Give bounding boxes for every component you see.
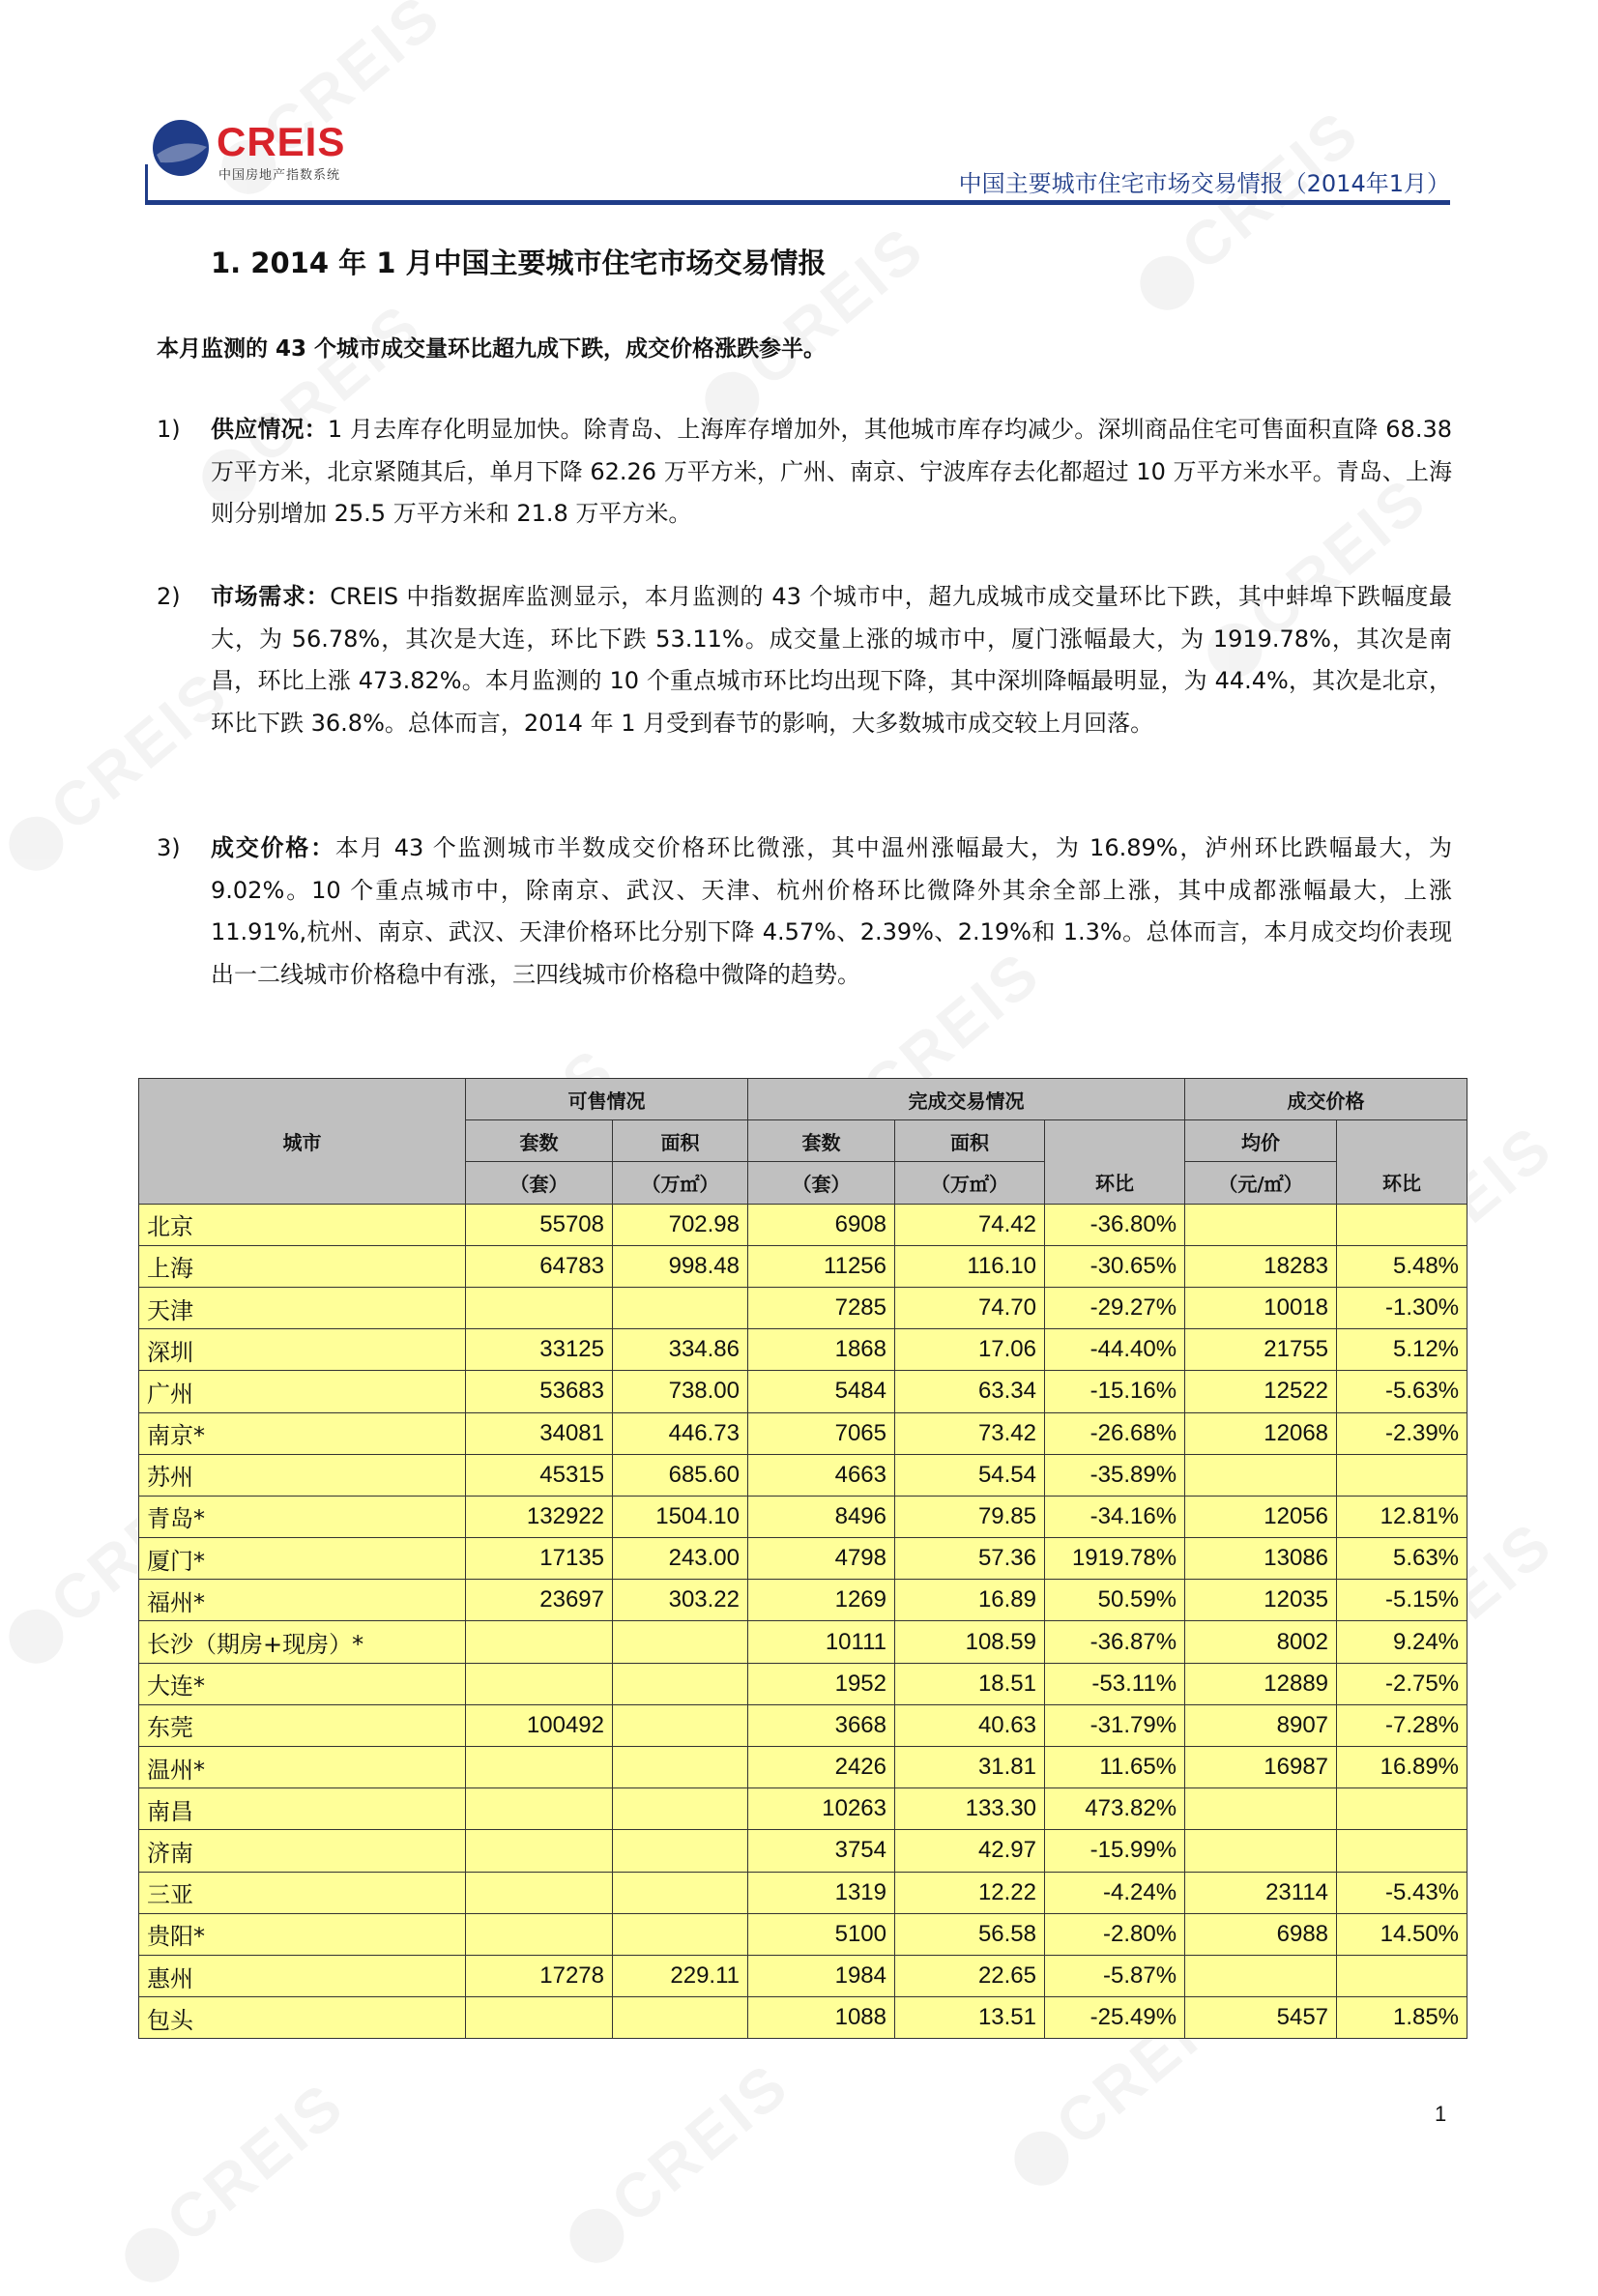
cell-deal-area: 12.22 — [895, 1872, 1045, 1913]
cell-deal-ratio: -30.65% — [1045, 1245, 1185, 1287]
cell-deal-units: 1269 — [748, 1580, 895, 1621]
cell-city: 惠州 — [139, 1955, 466, 1996]
cell-avg-price — [1185, 1830, 1337, 1872]
cell-avg-price — [1185, 1788, 1337, 1830]
cell-deal-units: 1952 — [748, 1663, 895, 1704]
cell-deal-ratio: -26.68% — [1045, 1412, 1185, 1454]
cell-deal-ratio: -29.27% — [1045, 1287, 1185, 1328]
cell-deal-units: 11256 — [748, 1245, 895, 1287]
header-supply-units-unit: （套） — [466, 1162, 613, 1204]
cell-city: 天津 — [139, 1287, 466, 1328]
item-text: 本月 43 个监测城市半数成交价格环比微涨，其中温州涨幅最大，为 16.89%，泸州环比跌幅最大，为 9.02%。10 个重点城市中，除南京、武汉、天津、杭州价格环比微降外其余全部上涨，其中成都涨幅最大，上涨 11.91%,杭州、南京、武汉、天津价格环比分别下降 4.57%、2.39%、2.19%和 1.3%。总体而言，本月成交均价表现出一二线城市价格稳中有涨，三四线城市价格稳中微降的趋势。 — [211, 834, 1453, 988]
cell-deal-units: 10111 — [748, 1621, 895, 1663]
header-price-group: 成交价格 — [1185, 1079, 1467, 1120]
cell-avg-price: 12056 — [1185, 1496, 1337, 1537]
cell-deal-ratio: -36.87% — [1045, 1621, 1185, 1663]
cell-supply-area: 446.73 — [613, 1412, 748, 1454]
cell-deal-ratio: -15.99% — [1045, 1830, 1185, 1872]
cell-supply-units — [466, 1287, 613, 1328]
cell-price-ratio: 16.89% — [1337, 1747, 1467, 1788]
cell-supply-area — [613, 1704, 748, 1746]
cell-deal-units: 7065 — [748, 1412, 895, 1454]
cell-city: 东莞 — [139, 1704, 466, 1746]
cell-deal-units: 4663 — [748, 1454, 895, 1496]
cell-deal-area: 133.30 — [895, 1788, 1045, 1830]
cell-supply-units: 23697 — [466, 1580, 613, 1621]
cell-supply-area — [613, 1788, 748, 1830]
cell-deal-area: 63.34 — [895, 1371, 1045, 1412]
cell-supply-area: 998.48 — [613, 1245, 748, 1287]
table-row — [139, 1913, 1467, 1955]
cell-deal-ratio: -15.16% — [1045, 1371, 1185, 1412]
cell-deal-ratio: 473.82% — [1045, 1788, 1185, 1830]
cell-deal-ratio: -53.11% — [1045, 1663, 1185, 1704]
header-deal-units-unit: （套） — [748, 1162, 895, 1204]
cell-deal-ratio: -5.87% — [1045, 1955, 1185, 1996]
cell-deal-ratio: -44.40% — [1045, 1329, 1185, 1371]
cell-deal-ratio: -25.49% — [1045, 1997, 1185, 2039]
cell-supply-area: 334.86 — [613, 1329, 748, 1371]
cell-supply-area: 702.98 — [613, 1204, 748, 1245]
cell-price-ratio: -1.30% — [1337, 1287, 1467, 1328]
paragraph-demand — [157, 576, 1452, 744]
cell-deal-area: 57.36 — [895, 1538, 1045, 1580]
table-row — [139, 1412, 1467, 1454]
table-row — [139, 1704, 1467, 1746]
table-row — [139, 1538, 1467, 1580]
cell-avg-price: 12889 — [1185, 1663, 1337, 1704]
cell-city: 南昌 — [139, 1788, 466, 1830]
table-row — [139, 1580, 1467, 1621]
cell-deal-units: 8496 — [748, 1496, 895, 1537]
cell-price-ratio — [1337, 1830, 1467, 1872]
header-avg-price-unit: （元/㎡） — [1185, 1162, 1337, 1204]
cell-supply-area: 738.00 — [613, 1371, 748, 1412]
table-row — [139, 1621, 1467, 1663]
cell-supply-units: 53683 — [466, 1371, 613, 1412]
cell-supply-units — [466, 1872, 613, 1913]
cell-city: 包头 — [139, 1997, 466, 2039]
cell-city: 南京* — [139, 1412, 466, 1454]
table-body — [139, 1204, 1467, 2039]
header-deal-group: 完成交易情况 — [748, 1079, 1185, 1120]
cell-deal-area: 108.59 — [895, 1621, 1045, 1663]
cell-deal-area: 116.10 — [895, 1245, 1045, 1287]
cell-supply-area: 685.60 — [613, 1454, 748, 1496]
logo-subtitle: 中国房地产指数系统 — [218, 168, 341, 183]
cell-supply-area — [613, 1872, 748, 1913]
cell-supply-units: 132922 — [466, 1496, 613, 1537]
cell-avg-price — [1185, 1955, 1337, 1996]
table-row — [139, 1454, 1467, 1496]
cell-deal-area: 74.42 — [895, 1204, 1045, 1245]
cell-supply-area: 303.22 — [613, 1580, 748, 1621]
cell-deal-ratio: 11.65% — [1045, 1747, 1185, 1788]
cell-deal-units: 3754 — [748, 1830, 895, 1872]
cell-supply-area — [613, 1287, 748, 1328]
cell-deal-ratio: -35.89% — [1045, 1454, 1185, 1496]
item-number: 2) — [157, 583, 181, 610]
cell-deal-units: 4798 — [748, 1538, 895, 1580]
city-transaction-table — [138, 1078, 1467, 2039]
cell-price-ratio: -2.39% — [1337, 1412, 1467, 1454]
cell-deal-ratio: -4.24% — [1045, 1872, 1185, 1913]
item-text: CREIS 中指数据库监测显示，本月监测的 43 个城市中，超九成城市成交量环比下跌，其中蚌埠下跌幅度最大，为 56.78%，其次是大连，环比下跌 53.11%。成交量上涨的城市中，厦门涨幅最大，为 1919.78%，其次是南昌，环比上涨 473.82%。本月监测的 10 个重点城市环比均出现下降，其中深圳降幅最明显，为 44.4%，其次是北京，环比下跌 36.8%。总体而言，2014 年 1 月受到春节的影响，大多数城市成交较上月回落。 — [211, 583, 1452, 737]
cell-deal-ratio: -36.80% — [1045, 1204, 1185, 1245]
table-row — [139, 1788, 1467, 1830]
header-deal-units: 套数 — [748, 1120, 895, 1162]
cell-city: 青岛* — [139, 1496, 466, 1537]
cell-city: 苏州 — [139, 1454, 466, 1496]
cell-supply-units — [466, 1747, 613, 1788]
header-price-ratio: 环比 — [1337, 1120, 1467, 1204]
cell-supply-units: 55708 — [466, 1204, 613, 1245]
cell-supply-units: 64783 — [466, 1245, 613, 1287]
cell-avg-price: 6988 — [1185, 1913, 1337, 1955]
cell-deal-ratio: 1919.78% — [1045, 1538, 1185, 1580]
cell-deal-ratio: -2.80% — [1045, 1913, 1185, 1955]
cell-supply-area — [613, 1997, 748, 2039]
logo-text: CREIS — [217, 119, 346, 164]
table-row — [139, 1830, 1467, 1872]
cell-avg-price: 13086 — [1185, 1538, 1337, 1580]
cell-price-ratio — [1337, 1454, 1467, 1496]
table-row — [139, 1955, 1467, 1996]
header-supply-area: 面积 — [613, 1120, 748, 1162]
cell-deal-area: 73.42 — [895, 1412, 1045, 1454]
header-supply-group: 可售情况 — [466, 1079, 748, 1120]
table-row — [139, 1747, 1467, 1788]
creis-logo-mark-icon — [151, 118, 211, 178]
cell-price-ratio: 9.24% — [1337, 1621, 1467, 1663]
cell-supply-area — [613, 1621, 748, 1663]
cell-deal-units: 7285 — [748, 1287, 895, 1328]
header-deal-area-unit: （万㎡） — [895, 1162, 1045, 1204]
cell-price-ratio: 12.81% — [1337, 1496, 1467, 1537]
cell-supply-area — [613, 1663, 748, 1704]
table-row — [139, 1872, 1467, 1913]
cell-city: 福州* — [139, 1580, 466, 1621]
watermark — [1120, 96, 1374, 324]
cell-supply-area: 243.00 — [613, 1538, 748, 1580]
cell-supply-units: 34081 — [466, 1412, 613, 1454]
cell-deal-ratio: -31.79% — [1045, 1704, 1185, 1746]
cell-supply-area — [613, 1913, 748, 1955]
header-city: 城市 — [139, 1079, 466, 1205]
cell-supply-area — [613, 1830, 748, 1872]
cell-avg-price: 8907 — [1185, 1704, 1337, 1746]
watermark — [550, 2049, 803, 2277]
cell-avg-price: 12522 — [1185, 1371, 1337, 1412]
cell-deal-area: 18.51 — [895, 1663, 1045, 1704]
cell-city: 北京 — [139, 1204, 466, 1245]
cell-avg-price: 10018 — [1185, 1287, 1337, 1328]
cell-deal-units: 1868 — [748, 1329, 895, 1371]
cell-price-ratio — [1337, 1204, 1467, 1245]
cell-deal-area: 31.81 — [895, 1747, 1045, 1788]
cell-deal-units: 2426 — [748, 1747, 895, 1788]
cell-price-ratio: 1.85% — [1337, 1997, 1467, 2039]
section-summary: 本月监测的 43 个城市成交量环比超九成下跌，成交价格涨跌参半。 — [157, 336, 827, 362]
cell-avg-price: 16987 — [1185, 1747, 1337, 1788]
table-row — [139, 1663, 1467, 1704]
cell-avg-price: 23114 — [1185, 1872, 1337, 1913]
cell-supply-area — [613, 1747, 748, 1788]
cell-deal-units: 6908 — [748, 1204, 895, 1245]
cell-deal-ratio: 50.59% — [1045, 1580, 1185, 1621]
cell-deal-area: 74.70 — [895, 1287, 1045, 1328]
cell-avg-price — [1185, 1454, 1337, 1496]
cell-price-ratio: 14.50% — [1337, 1913, 1467, 1955]
cell-avg-price: 12068 — [1185, 1412, 1337, 1454]
cell-supply-units — [466, 1830, 613, 1872]
cell-city: 上海 — [139, 1245, 466, 1287]
cell-avg-price: 21755 — [1185, 1329, 1337, 1371]
table-row — [139, 1287, 1467, 1328]
cell-supply-units — [466, 1788, 613, 1830]
cell-price-ratio: -2.75% — [1337, 1663, 1467, 1704]
section-title: 1. 2014 年 1 月中国主要城市住宅市场交易情报 — [211, 247, 827, 279]
cell-deal-units: 1088 — [748, 1997, 895, 2039]
cell-supply-units: 45315 — [466, 1454, 613, 1496]
cell-supply-units — [466, 1621, 613, 1663]
item-text: 1 月去库存化明显加快。除青岛、上海库存增加外，其他城市库存均减少。深圳商品住宅可售面积直降 68.38 万平方米，北京紧随其后，单月下降 62.26 万平方米，广州、南京、宁波库存去化都超过 10 万平方米水平。青岛、上海则分别增加 25.5 万平方米和 21.8 万平方米。 — [211, 416, 1452, 527]
cell-deal-units: 5100 — [748, 1913, 895, 1955]
header-deal-ratio: 环比 — [1045, 1120, 1185, 1204]
table-row — [139, 1245, 1467, 1287]
item-label: 市场需求： — [211, 583, 331, 610]
table-row — [139, 1997, 1467, 2039]
cell-supply-units — [466, 1913, 613, 1955]
cell-deal-units: 10263 — [748, 1788, 895, 1830]
cell-deal-area: 79.85 — [895, 1496, 1045, 1537]
cell-deal-area: 54.54 — [895, 1454, 1045, 1496]
header-deal-area: 面积 — [895, 1120, 1045, 1162]
cell-avg-price: 18283 — [1185, 1245, 1337, 1287]
cell-city: 三亚 — [139, 1872, 466, 1913]
cell-city: 深圳 — [139, 1329, 466, 1371]
cell-avg-price: 8002 — [1185, 1621, 1337, 1663]
cell-deal-area: 56.58 — [895, 1913, 1045, 1955]
table-row — [139, 1329, 1467, 1371]
item-label: 成交价格： — [211, 834, 335, 861]
cell-city: 温州* — [139, 1747, 466, 1788]
cell-deal-area: 16.89 — [895, 1580, 1045, 1621]
cell-avg-price — [1185, 1204, 1337, 1245]
watermark — [105, 2068, 359, 2296]
cell-supply-units: 100492 — [466, 1704, 613, 1746]
cell-supply-units — [466, 1997, 613, 2039]
cell-deal-area: 42.97 — [895, 1830, 1045, 1872]
cell-city: 贵阳* — [139, 1913, 466, 1955]
cell-deal-units: 5484 — [748, 1371, 895, 1412]
cell-deal-units: 1319 — [748, 1872, 895, 1913]
cell-city: 大连* — [139, 1663, 466, 1704]
cell-price-ratio: 5.12% — [1337, 1329, 1467, 1371]
cell-avg-price: 12035 — [1185, 1580, 1337, 1621]
cell-deal-area: 17.06 — [895, 1329, 1045, 1371]
page-number: 1 — [1435, 2102, 1447, 2126]
cell-supply-units: 17135 — [466, 1538, 613, 1580]
item-number: 1) — [157, 416, 181, 443]
cell-avg-price: 5457 — [1185, 1997, 1337, 2039]
header-supply-area-unit: （万㎡） — [613, 1162, 748, 1204]
creis-logo — [145, 116, 387, 184]
cell-city: 广州 — [139, 1371, 466, 1412]
report-title: 中国主要城市住宅市场交易情报（2014年1月） — [958, 170, 1450, 197]
cell-price-ratio: -7.28% — [1337, 1704, 1467, 1746]
header-rule — [145, 200, 1450, 205]
cell-city: 长沙（期房+现房）* — [139, 1621, 466, 1663]
table-row — [139, 1371, 1467, 1412]
cell-deal-area: 13.51 — [895, 1997, 1045, 2039]
cell-deal-units: 1984 — [748, 1955, 895, 1996]
cell-city: 厦门* — [139, 1538, 466, 1580]
header-supply-units: 套数 — [466, 1120, 613, 1162]
paragraph-price — [157, 828, 1452, 996]
cell-price-ratio: -5.15% — [1337, 1580, 1467, 1621]
cell-price-ratio: 5.63% — [1337, 1538, 1467, 1580]
cell-deal-ratio: -34.16% — [1045, 1496, 1185, 1537]
table-row — [139, 1496, 1467, 1537]
cell-deal-area: 22.65 — [895, 1955, 1045, 1996]
header-divider — [145, 164, 148, 205]
cell-deal-units: 3668 — [748, 1704, 895, 1746]
paragraph-supply — [157, 409, 1452, 536]
cell-price-ratio: -5.63% — [1337, 1371, 1467, 1412]
cell-supply-units: 33125 — [466, 1329, 613, 1371]
cell-price-ratio — [1337, 1955, 1467, 1996]
cell-deal-area: 40.63 — [895, 1704, 1045, 1746]
cell-supply-units — [466, 1663, 613, 1704]
table-row — [139, 1204, 1467, 1245]
item-number: 3) — [157, 834, 181, 861]
item-label: 供应情况： — [211, 416, 328, 443]
header-avg-price: 均价 — [1185, 1120, 1337, 1162]
cell-supply-area: 1504.10 — [613, 1496, 748, 1537]
cell-price-ratio — [1337, 1788, 1467, 1830]
cell-supply-area: 229.11 — [613, 1955, 748, 1996]
cell-city: 济南 — [139, 1830, 466, 1872]
cell-price-ratio: 5.48% — [1337, 1245, 1467, 1287]
cell-price-ratio: -5.43% — [1337, 1872, 1467, 1913]
cell-supply-units: 17278 — [466, 1955, 613, 1996]
